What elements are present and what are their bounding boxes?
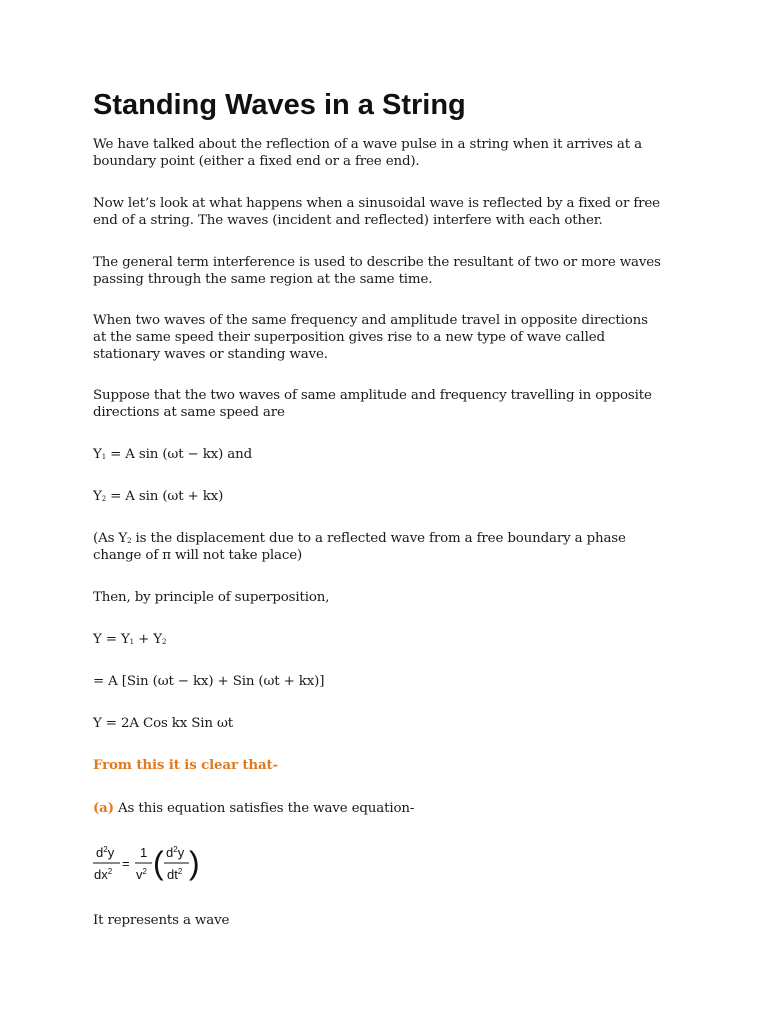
- text-line: [93, 530, 693, 547]
- eq-symbol: Y: [93, 489, 102, 504]
- text-line: stationary waves or standing wave.: [93, 347, 328, 362]
- eq-subscript: 2: [127, 537, 132, 545]
- equation-y2: [93, 488, 693, 505]
- section-heading: From this it is clear that-: [93, 757, 278, 773]
- text-line: end of a string. The waves (incident and reflected) interfere with each other.: [93, 213, 603, 228]
- text-line: When two waves of the same frequency and amplitude travel in opposite directions: [93, 313, 648, 328]
- formula-sup: 2: [173, 845, 178, 854]
- formula-one: 1: [140, 845, 148, 860]
- item-text: As this equation satisfies the wave equation-: [113, 801, 415, 816]
- formula-v: v: [136, 867, 143, 882]
- eq-rhs: = A sin (ωt + kx): [106, 489, 224, 504]
- eq-subscript: 1: [101, 453, 107, 461]
- formula-d: d: [166, 845, 174, 860]
- svg-text:v2: [136, 867, 148, 882]
- sinusoidal-paragraph: [93, 195, 693, 229]
- text-line: Now let’s look at what happens when a sinusoidal wave is reflected by a fixed or free: [93, 196, 660, 211]
- svg-text:d2y: [96, 845, 115, 860]
- formula-equals: =: [122, 856, 130, 871]
- eq-fragment: + Y: [133, 632, 162, 647]
- text-line: at the same speed their superposition gives rise to a new type of wave called: [93, 330, 605, 345]
- text-line: boundary point (either a fixed end or a free end).: [93, 154, 420, 169]
- svg-text:dt2: [167, 867, 183, 882]
- formula-dt: dt: [167, 867, 178, 882]
- item-label: (a): [93, 800, 114, 816]
- standing-wave-paragraph: [93, 312, 693, 363]
- text-fragment: is the displacement due to a reflected wave from a free boundary a phase: [131, 531, 626, 546]
- intro-paragraph: [93, 136, 693, 170]
- item-a-paragraph: [93, 800, 693, 817]
- svg-text:dx2: [94, 867, 113, 882]
- eq-subscript: 1: [129, 638, 134, 646]
- formula-sup: 2: [177, 867, 183, 876]
- text-line: passing through the same region at the same time.: [93, 272, 433, 287]
- formula-d: d: [96, 845, 104, 860]
- closing-line: It represents a wave: [93, 913, 230, 928]
- superposition-paragraph: Then, by principle of superposition,: [93, 590, 330, 605]
- phase-note-paragraph: [93, 530, 693, 564]
- equation-sum: [93, 631, 693, 648]
- wave-equation-formula: [92, 842, 202, 888]
- eq-subscript: 2: [101, 495, 107, 503]
- text-line: directions at same speed are: [93, 405, 285, 420]
- formula-dx: dx: [94, 867, 108, 882]
- text-line: We have talked about the reflection of a wave pulse in a string when it arrives at a: [93, 137, 642, 152]
- interference-paragraph: [93, 254, 693, 288]
- text-fragment: (As Y: [93, 531, 128, 546]
- eq-fragment: Y = Y: [93, 632, 130, 647]
- eq-subscript: 2: [161, 638, 167, 646]
- page-title: Standing Waves in a String: [93, 89, 466, 121]
- eq-symbol: Y: [93, 447, 102, 462]
- suppose-paragraph: [93, 387, 693, 421]
- text-line: The general term interference is used to describe the resultant of two or more waves: [93, 255, 661, 270]
- formula-var: y: [107, 845, 115, 860]
- formula-sup: 2: [142, 867, 147, 876]
- formula-sup: 2: [107, 867, 113, 876]
- formula-paren-open: (: [153, 845, 164, 881]
- equation-y1: [93, 446, 693, 463]
- equation-expanded: = A [Sin (ωt − kx) + Sin (ωt + kx)]: [93, 674, 325, 689]
- text-line: Suppose that the two waves of same amplitude and frequency travelling in opposite: [93, 388, 652, 403]
- formula-paren-close: ): [189, 845, 200, 881]
- eq-rhs: = A sin (ωt − kx) and: [106, 447, 252, 462]
- formula-var: y: [177, 845, 185, 860]
- formula-sup: 2: [103, 845, 108, 854]
- equation-result: Y = 2A Cos kx Sin ωt: [93, 716, 234, 731]
- text-line: change of π will not take place): [93, 548, 303, 563]
- svg-text:d2y: [166, 845, 185, 860]
